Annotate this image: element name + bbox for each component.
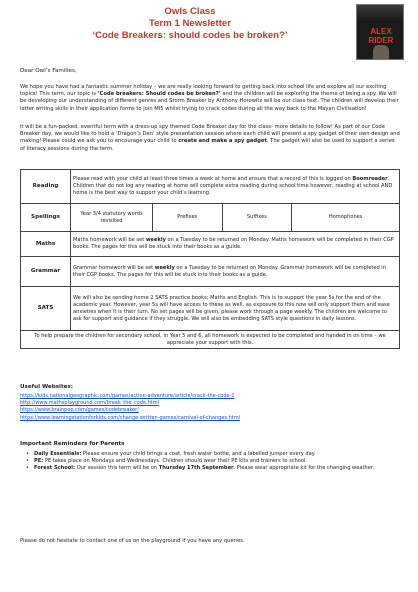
table-row-grammar	[21, 257, 400, 287]
list-item: • PE: PE takes place on Mondays and Wednesdays. Children should wear their PE kits and trainers to school.	[20, 458, 400, 465]
website-link[interactable]: http://www.mathsplayground.com/break_the_code.html	[20, 400, 160, 407]
row-label-grammar: Grammar	[21, 257, 71, 287]
intro-paragraph-2: It will be a fun-packed, eventful term with a dress-up spy themed Code Breaker day for the class- more details to follow! As part of our Code Breaker day, we would like to hold a ‘Dragon’s Den’ style presentation session where each child will present a spy gadget of their own design and making! Please could we ask you to encourage your child to create and make a spy gadget. The gadget will also be used to support a series of literacy sessions during the term.	[20, 124, 400, 152]
homework-footer-note: To help prepare the children for secondary school, in Year 5 and 6, all homework is expected to be completed and handed in on time – we appreciate your support with this.	[21, 331, 400, 349]
website-link[interactable]: https://www.learningstationforkids.com/change-written-games/carnival-of-changes.html	[20, 414, 240, 421]
website-link[interactable]: https://www.brainpop.com/games/codebreaker/	[20, 407, 139, 414]
reading-text: Please read with your child at least three times a week at home and ensure that a record of this is logged on Boomreader. Children that do not log any reading at home will complete extra reading during school time however, reading at school AND home is the best way to support your child’s learning.	[71, 170, 400, 204]
newsletter-header	[40, 6, 340, 42]
homework-table	[20, 169, 400, 349]
list-item: • Daily Essentials: Please ensure your child brings a coat, fresh water bottle, and a labelled jumper every day.	[20, 451, 400, 458]
closing-note: Please do not hesitate to contact one of us on the playground if you have any queries.	[20, 538, 245, 544]
list-item: • Forest School: Our session this term will be on Thursday 17th September. Please wear appropriate kit for the changing weather.	[20, 465, 400, 472]
useful-websites-list	[20, 393, 240, 422]
table-row-footer	[21, 331, 400, 349]
row-label-spellings: Spellings	[21, 204, 71, 232]
spelling-item: Prefixes	[153, 204, 223, 232]
spelling-item: Year 3/4 statutory words revisited	[71, 204, 153, 232]
table-row-sats	[21, 287, 400, 331]
book-cover-figure	[373, 45, 389, 59]
topic-title: ‘Code Breakers: should codes be broken?’	[92, 30, 288, 41]
reminders-title: Important Reminders for Parents	[20, 441, 125, 447]
website-link[interactable]: https://kids.nationalgeographic.com/games/action-adventure/article/crack-the-code-1	[20, 393, 235, 399]
spelling-item: Homophones	[292, 204, 400, 232]
sats-text: We will also be sending home 2 SATS practice books; Maths and English. This is to support the year 5s for the end of the academic year. However, year 5s will have access to these as well, as exposure to this now will only support them and ease anxieties when it is their turn. No set pages will be given, please work through a page weekly. The children are welcome to ask for support and guidance if they struggle. We will also be embedding SATS style questions in daily lessons.	[71, 287, 400, 331]
table-row-spellings	[21, 204, 400, 232]
newsletter-term: Term 1 Newsletter	[149, 18, 231, 29]
greeting: Dear Owl’s Families,	[20, 68, 77, 74]
maths-text: Maths homework will be set weekly on a Tuesday to be returned on Monday. Maths homework will be completed in their CGP books. The pages for this will be stuck into their books as a guide.	[71, 232, 400, 257]
table-row-maths	[21, 232, 400, 257]
row-label-maths: Maths	[21, 232, 71, 257]
useful-websites-title: Useful Websites:	[20, 384, 73, 390]
row-label-sats: SATS	[21, 287, 71, 331]
intro-paragraph-1: We hope you have had a fantastic summer holiday – we are really looking forward to getting back into school life and explore all our exciting topics! This term, our topic is ‘Code breakers: Should codes be broken?’ and the children will be exploring the theme of being a spy. We will be developing our understanding of different genres and Storm Breaker by Anthony Horowitz will be our class text. The children will develop their letter writing skills in their application forms to join MI5 whilst trying to crack codes during all the way back to the Mayan Civilisation!	[20, 84, 399, 112]
book-cover-title: ALEX RIDER	[368, 27, 394, 45]
class-title: Owls Class	[164, 6, 216, 17]
row-label-reading: Reading	[21, 170, 71, 204]
spelling-item: Suffixes	[222, 204, 292, 232]
table-row-reading	[21, 170, 400, 204]
grammar-text: Grammar homework will be set weekly on a Tuesday to be returned on Monday. Grammar homework will be completed in their CGP books. The pages for this will be stuck into their books as a guide.	[71, 257, 400, 287]
book-cover-image	[356, 4, 404, 60]
reminders-list	[20, 451, 400, 472]
